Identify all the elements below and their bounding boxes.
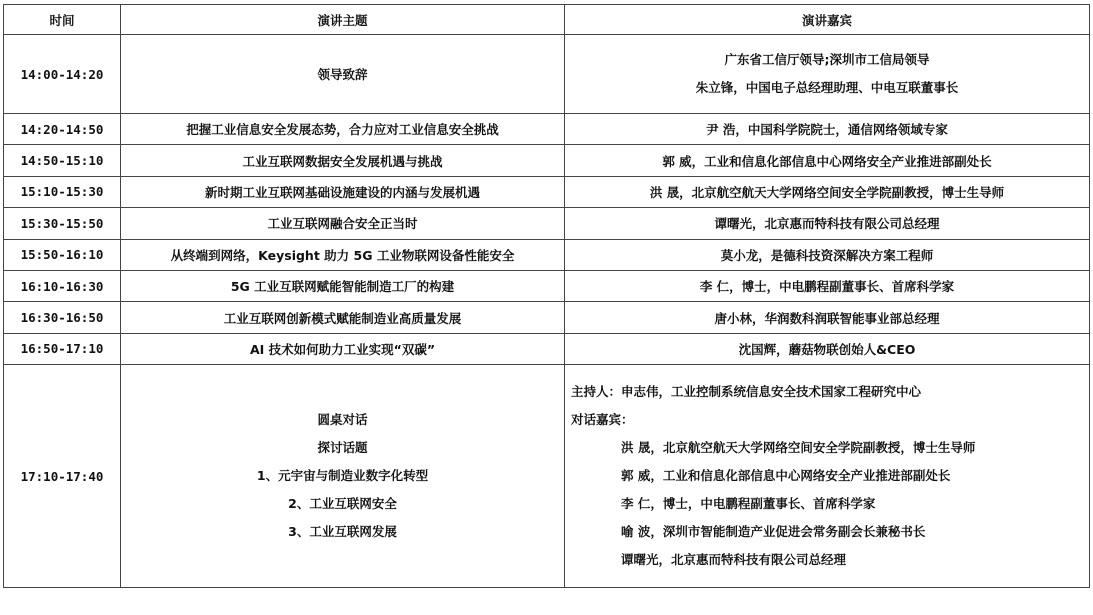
roundtable-row [4, 365, 1090, 588]
time-cell: 15:10-15:30 [4, 176, 121, 207]
host-line: 主持人：申志伟，工业控制系统信息安全技术国家工程研究中心 [571, 384, 922, 400]
table-row [4, 302, 1090, 333]
table-row [4, 35, 1090, 114]
time-cell: 14:50-15:10 [4, 145, 121, 176]
guest-cell: 郭 威，工业和信息化部信息中心网络安全产业推进部副处长 [565, 145, 1090, 176]
table-row [4, 114, 1090, 145]
table-row [4, 270, 1090, 301]
time-cell: 14:20-14:50 [4, 114, 121, 145]
roundtable-topic-cell [121, 365, 565, 588]
time-cell: 16:30-16:50 [4, 302, 121, 333]
guest-line: 郭 威，工业和信息化部信息中心网络安全产业推进部副处长 [621, 468, 951, 484]
topic-cell: 工业互联网融合安全正当时 [121, 208, 565, 239]
guest-cell: 唐小林，华润数科润联智能事业部总经理 [565, 302, 1090, 333]
topic-cell: 5G 工业互联网赋能智能制造工厂的构建 [121, 270, 565, 301]
table-row [4, 333, 1090, 364]
table-row [4, 145, 1090, 176]
guest-line: 李 仁，博士，中电鹏程副董事长、首席科学家 [621, 496, 876, 512]
roundtable-guest-cell [565, 365, 1090, 588]
time-cell: 14:00-14:20 [4, 35, 121, 114]
guest-line: 朱立锋，中国电子总经理助理、中电互联董事长 [695, 80, 959, 95]
agenda-table [3, 4, 1090, 588]
topic-cell: 从终端到网络，Keysight 助力 5G 工业物联网设备性能安全 [121, 239, 565, 270]
topic-cell: 工业互联网数据安全发展机遇与挑战 [121, 145, 565, 176]
time-cell: 16:10-16:30 [4, 270, 121, 301]
guest-line: 广东省工信厅领导;深圳市工信局领导 [724, 52, 930, 67]
header-guest: 演讲嘉宾 [565, 5, 1090, 35]
guests-label: 对话嘉宾： [571, 412, 634, 428]
guest-cell: 洪 晟，北京航空航天大学网络空间安全学院副教授，博士生导师 [565, 176, 1090, 207]
topic-cell: 新时期工业互联网基础设施建设的内涵与发展机遇 [121, 176, 565, 207]
guest-cell: 谭曙光，北京惠而特科技有限公司总经理 [565, 208, 1090, 239]
table-row [4, 239, 1090, 270]
roundtable-title: 圆桌对话 [317, 412, 368, 428]
time-cell: 16:50-17:10 [4, 333, 121, 364]
topic-cell: 把握工业信息安全发展态势，合力应对工业信息安全挑战 [121, 114, 565, 145]
guest-line: 谭曙光，北京惠而特科技有限公司总经理 [621, 552, 847, 568]
topic-cell: AI 技术如何助力工业实现“双碳” [121, 333, 565, 364]
guest-cell [565, 35, 1090, 114]
topic-item: 1、元宇宙与制造业数字化转型 [256, 468, 429, 484]
guest-line: 喻 波，深圳市智能制造产业促进会常务副会长兼秘书长 [621, 524, 926, 540]
guest-cell: 沈国辉，蘑菇物联创始人&CEO [565, 333, 1090, 364]
topic-cell: 工业互联网创新模式赋能制造业高质量发展 [121, 302, 565, 333]
table-row [4, 176, 1090, 207]
header-time: 时间 [4, 5, 121, 35]
topic-item: 3、工业互联网发展 [288, 524, 397, 540]
time-cell: 17:10-17:40 [4, 365, 121, 588]
guest-cell: 李 仁，博士，中电鹏程副董事长、首席科学家 [565, 270, 1090, 301]
guest-line: 洪 晟，北京航空航天大学网络空间安全学院副教授，博士生导师 [621, 440, 976, 456]
time-cell: 15:50-16:10 [4, 239, 121, 270]
header-row [4, 5, 1090, 35]
guest-cell: 莫小龙，是德科技资深解决方案工程师 [565, 239, 1090, 270]
topic-item: 2、工业互联网安全 [288, 496, 397, 512]
topic-cell: 领导致辞 [121, 35, 565, 114]
topic-heading: 探讨话题 [317, 440, 368, 456]
time-cell: 15:30-15:50 [4, 208, 121, 239]
header-topic: 演讲主题 [121, 5, 565, 35]
table-row [4, 208, 1090, 239]
guest-cell: 尹 浩，中国科学院院士，通信网络领域专家 [565, 114, 1090, 145]
